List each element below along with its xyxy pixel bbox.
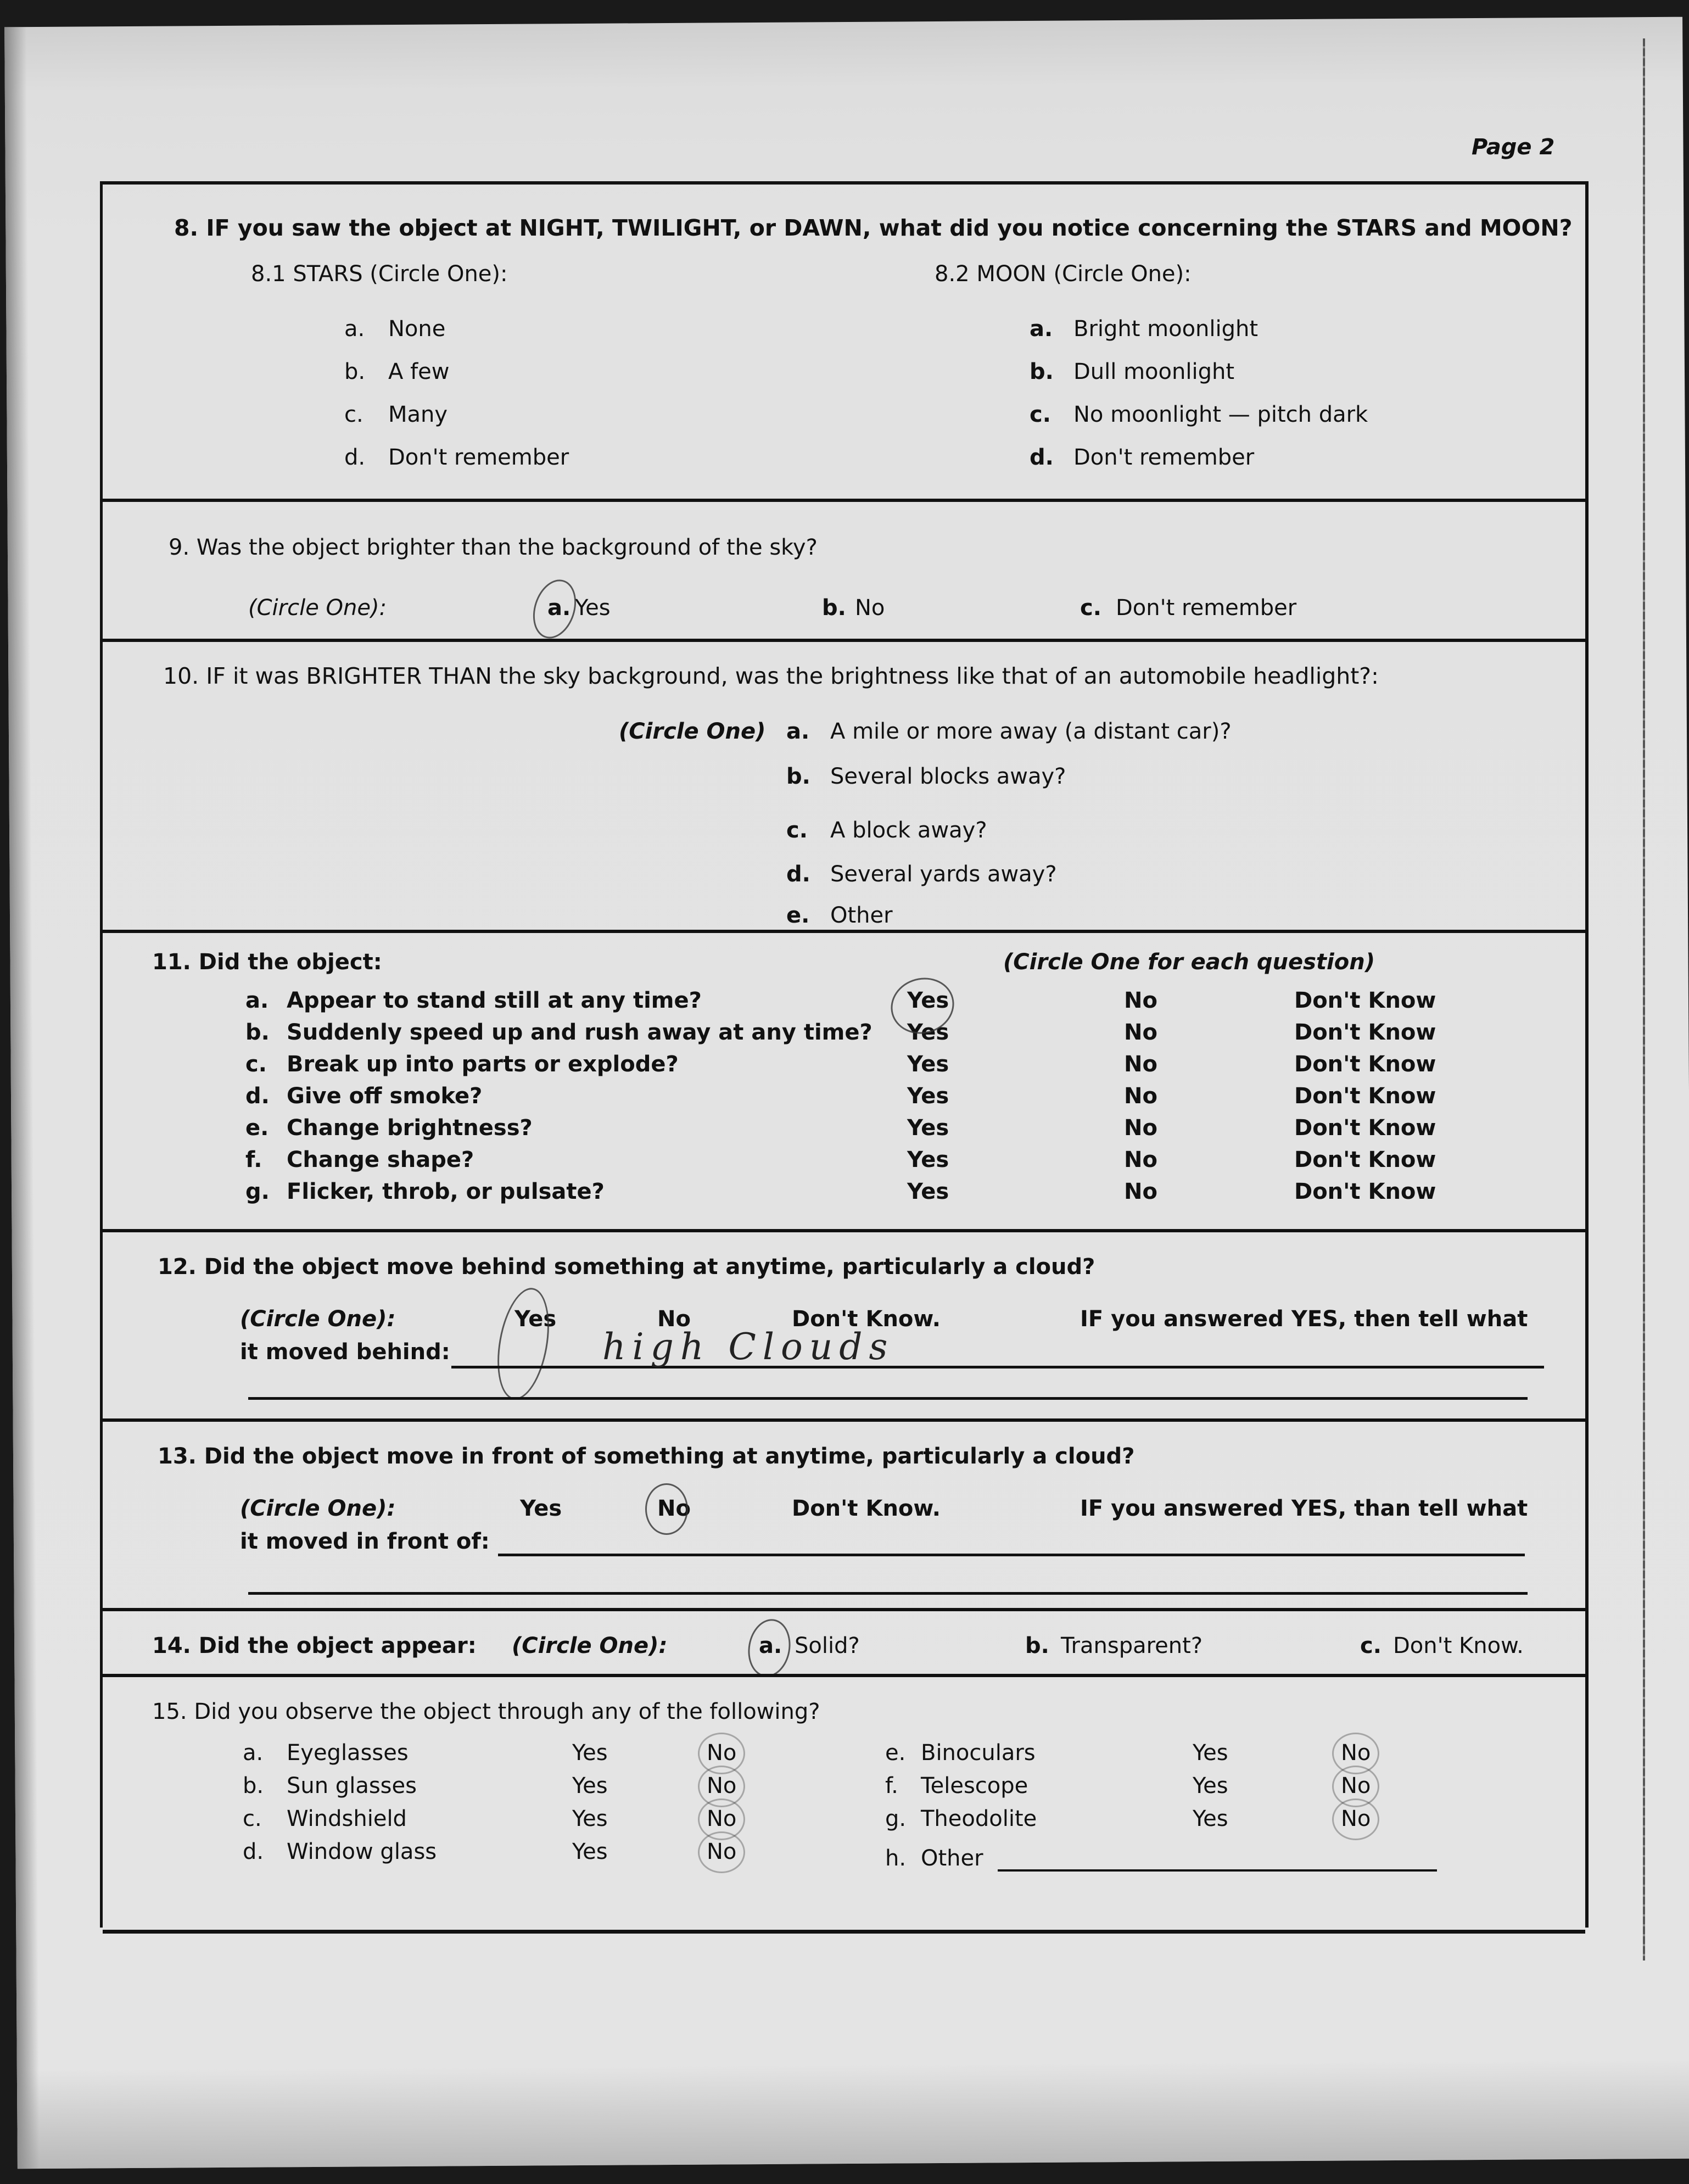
option-label: Yes — [575, 595, 611, 621]
q10-instruction: (Circle One) — [619, 719, 766, 744]
q13-question: 13. Did the object move in front of something at anytime, particularly a cloud? — [158, 1444, 1135, 1469]
option-label: Don't remember — [1073, 445, 1255, 470]
item-label: Window glass — [287, 1839, 437, 1864]
answer-yes[interactable]: Yes — [572, 1740, 608, 1766]
item-label: Eyeglasses — [287, 1740, 409, 1766]
option-label: A few — [388, 359, 450, 384]
item-letter: a. — [245, 988, 269, 1013]
option-label: Don't remember — [1116, 595, 1297, 621]
answer-no[interactable]: No — [1124, 1020, 1157, 1045]
option-letter: e. — [786, 903, 810, 928]
q12-question: 12. Did the object move behind something at anytime, particularly a cloud? — [158, 1254, 1095, 1280]
q12-handwritten-answer: high Clouds — [602, 1326, 894, 1368]
q13-field-label: it moved in front of: — [240, 1529, 490, 1554]
item-label: Change brightness? — [287, 1115, 533, 1141]
item-label: Change shape? — [287, 1147, 474, 1172]
item-letter: d. — [245, 1083, 270, 1109]
section-q12 — [103, 1229, 1585, 1422]
q9-instruction: (Circle One): — [248, 595, 387, 621]
questionnaire-form — [100, 181, 1589, 1928]
option-label: Don't Know. — [1393, 1633, 1524, 1658]
q8-moon-heading: 8.2 MOON (Circle One): — [935, 261, 1192, 287]
option-letter: a. — [786, 719, 810, 744]
answer-yes[interactable]: Yes — [572, 1806, 608, 1831]
option-label: Bright moonlight — [1073, 316, 1259, 342]
option-letter: c. — [786, 818, 808, 843]
item-label: Suddenly speed up and rush away at any time? — [287, 1020, 873, 1045]
option-label: Don't Know. — [792, 1306, 941, 1332]
answer-yes[interactable]: Yes — [1193, 1806, 1228, 1831]
answer-dont-know[interactable]: Don't Know — [1294, 1115, 1436, 1141]
q14-instruction: (Circle One): — [512, 1633, 668, 1658]
answer-yes[interactable]: Yes — [572, 1773, 608, 1798]
answer-no[interactable]: No — [1341, 1740, 1371, 1766]
q12-followup: IF you answered YES, then tell what — [1080, 1306, 1528, 1332]
answer-no[interactable]: No — [1124, 1115, 1157, 1141]
item-letter: f. — [885, 1773, 898, 1798]
option-letter: h. — [885, 1846, 907, 1871]
item-label: Telescope — [921, 1773, 1028, 1798]
q10-question: 10. IF it was BRIGHTER THAN the sky background, was the brightness like that of an automobile headlight?: — [163, 663, 1379, 689]
option-label: A mile or more away (a distant car)? — [830, 719, 1232, 744]
option-label: No moonlight — pitch dark — [1073, 402, 1368, 427]
item-letter: b. — [243, 1773, 264, 1798]
item-letter: e. — [245, 1115, 269, 1141]
answer-dont-know[interactable]: Don't Know — [1294, 1179, 1436, 1204]
answer-dont-know[interactable]: Don't Know — [1294, 1147, 1436, 1172]
item-letter: c. — [243, 1806, 262, 1831]
scan-shadow-left — [4, 27, 40, 2169]
answer-yes[interactable]: Yes — [1193, 1773, 1228, 1798]
option-letter: a. — [547, 595, 571, 621]
option-label: Many — [388, 402, 448, 427]
item-letter: c. — [245, 1052, 267, 1077]
item-label: Flicker, throb, or pulsate? — [287, 1179, 605, 1204]
option-letter: b. — [344, 359, 366, 384]
option-label: No — [855, 595, 885, 621]
answer-yes[interactable]: Yes — [907, 1052, 949, 1077]
answer-no[interactable]: No — [1124, 1179, 1157, 1204]
answer-dont-know[interactable]: Don't Know — [1294, 1083, 1436, 1109]
option-label: No — [657, 1496, 691, 1521]
item-label: Give off smoke? — [287, 1083, 483, 1109]
answer-dont-know[interactable]: Don't Know — [1294, 1020, 1436, 1045]
q13-followup: IF you answered YES, than tell what — [1080, 1496, 1528, 1521]
answer-yes[interactable]: Yes — [907, 988, 949, 1013]
item-label: Appear to stand still at any time? — [287, 988, 702, 1013]
answer-yes[interactable]: Yes — [907, 1179, 949, 1204]
option-letter: b. — [1025, 1633, 1049, 1658]
item-letter: f. — [245, 1147, 262, 1172]
q9-question: 9. Was the object brighter than the background of the sky? — [169, 535, 818, 560]
section-q14 — [103, 1608, 1585, 1677]
answer-no[interactable]: No — [707, 1839, 737, 1864]
item-letter: e. — [885, 1740, 906, 1766]
option-label: A block away? — [830, 818, 987, 843]
answer-dont-know[interactable]: Don't Know — [1294, 1052, 1436, 1077]
answer-underline-2 — [248, 1397, 1528, 1400]
item-label: Theodolite — [921, 1806, 1037, 1831]
option-letter: a. — [759, 1633, 782, 1658]
item-letter: d. — [243, 1839, 264, 1864]
option-letter: c. — [1080, 595, 1101, 621]
item-label: Sun glasses — [287, 1773, 417, 1798]
option-label: Dull moonlight — [1073, 359, 1235, 384]
answer-yes[interactable]: Yes — [907, 1147, 949, 1172]
answer-yes[interactable]: Yes — [572, 1839, 608, 1864]
item-letter: a. — [243, 1740, 264, 1766]
q8-question: 8. IF you saw the object at NIGHT, TWILIGHT, or DAWN, what did you notice concerning the STARS and MOON? — [174, 215, 1573, 241]
q14-question: 14. Did the object appear: — [152, 1633, 477, 1658]
section-q9 — [103, 499, 1585, 642]
option-label: Transparent? — [1061, 1633, 1203, 1658]
answer-yes[interactable]: Yes — [907, 1083, 949, 1109]
option-label: Other — [921, 1846, 983, 1871]
option-label: Don't remember — [388, 445, 569, 470]
option-letter: b. — [822, 595, 846, 621]
answer-yes[interactable]: Yes — [907, 1020, 949, 1045]
option-label: Yes — [520, 1496, 562, 1521]
option-letter: d. — [786, 862, 810, 887]
section-q11 — [103, 930, 1585, 1232]
other-underline — [998, 1869, 1437, 1872]
answer-no[interactable]: No — [707, 1806, 737, 1831]
q11-instruction: (Circle One for each question) — [1003, 949, 1375, 975]
item-label: Windshield — [287, 1806, 407, 1831]
option-label: No — [657, 1306, 691, 1332]
option-letter: a. — [344, 316, 365, 342]
section-q15 — [103, 1674, 1585, 1934]
option-label: Don't Know. — [792, 1496, 941, 1521]
option-letter: c. — [344, 402, 363, 427]
item-label: Break up into parts or explode? — [287, 1052, 679, 1077]
item-letter: g. — [885, 1806, 907, 1831]
answer-yes[interactable]: Yes — [1193, 1740, 1228, 1766]
option-letter: d. — [1030, 445, 1054, 470]
q12-field-label: it moved behind: — [240, 1339, 450, 1365]
answer-no[interactable]: No — [1124, 1083, 1157, 1109]
answer-no[interactable]: No — [1341, 1773, 1371, 1798]
answer-no[interactable]: No — [1124, 988, 1157, 1013]
option-letter: b. — [1030, 359, 1054, 384]
answer-no[interactable]: No — [1341, 1806, 1371, 1831]
answer-dont-know[interactable]: Don't Know — [1294, 988, 1436, 1013]
option-letter: b. — [786, 764, 810, 789]
item-label: Binoculars — [921, 1740, 1036, 1766]
answer-no[interactable]: No — [707, 1773, 737, 1798]
page-number: Page 2 — [1472, 135, 1555, 160]
item-letter: b. — [245, 1020, 270, 1045]
page-edge-rule — [1643, 38, 1645, 1960]
item-letter: g. — [245, 1179, 270, 1204]
option-letter: c. — [1030, 402, 1051, 427]
q12-instruction: (Circle One): — [240, 1306, 396, 1332]
answer-no[interactable]: No — [1124, 1052, 1157, 1077]
q13-instruction: (Circle One): — [240, 1496, 396, 1521]
answer-underline — [498, 1554, 1525, 1556]
q15-question: 15. Did you observe the object through any of the following? — [152, 1699, 820, 1724]
option-label: Several yards away? — [830, 862, 1057, 887]
answer-yes[interactable]: Yes — [907, 1115, 949, 1141]
option-label: None — [388, 316, 446, 342]
scan-shadow-bottom — [17, 2060, 1689, 2169]
q11-question: 11. Did the object: — [152, 949, 382, 975]
answer-underline-2 — [248, 1592, 1528, 1595]
section-q10 — [103, 639, 1585, 933]
option-label: Solid? — [795, 1633, 860, 1658]
section-q8 — [103, 181, 1585, 503]
q8-stars-heading: 8.1 STARS (Circle One): — [251, 261, 508, 287]
option-label: Several blocks away? — [830, 764, 1066, 789]
option-label: Yes — [514, 1306, 557, 1332]
option-label: Other — [830, 903, 893, 928]
option-letter: d. — [344, 445, 366, 470]
answer-no[interactable]: No — [1124, 1147, 1157, 1172]
section-q13 — [103, 1418, 1585, 1611]
option-letter: c. — [1360, 1633, 1382, 1658]
answer-no[interactable]: No — [707, 1740, 737, 1766]
option-letter: a. — [1030, 316, 1053, 342]
handwritten-circle-mark — [490, 1284, 557, 1404]
